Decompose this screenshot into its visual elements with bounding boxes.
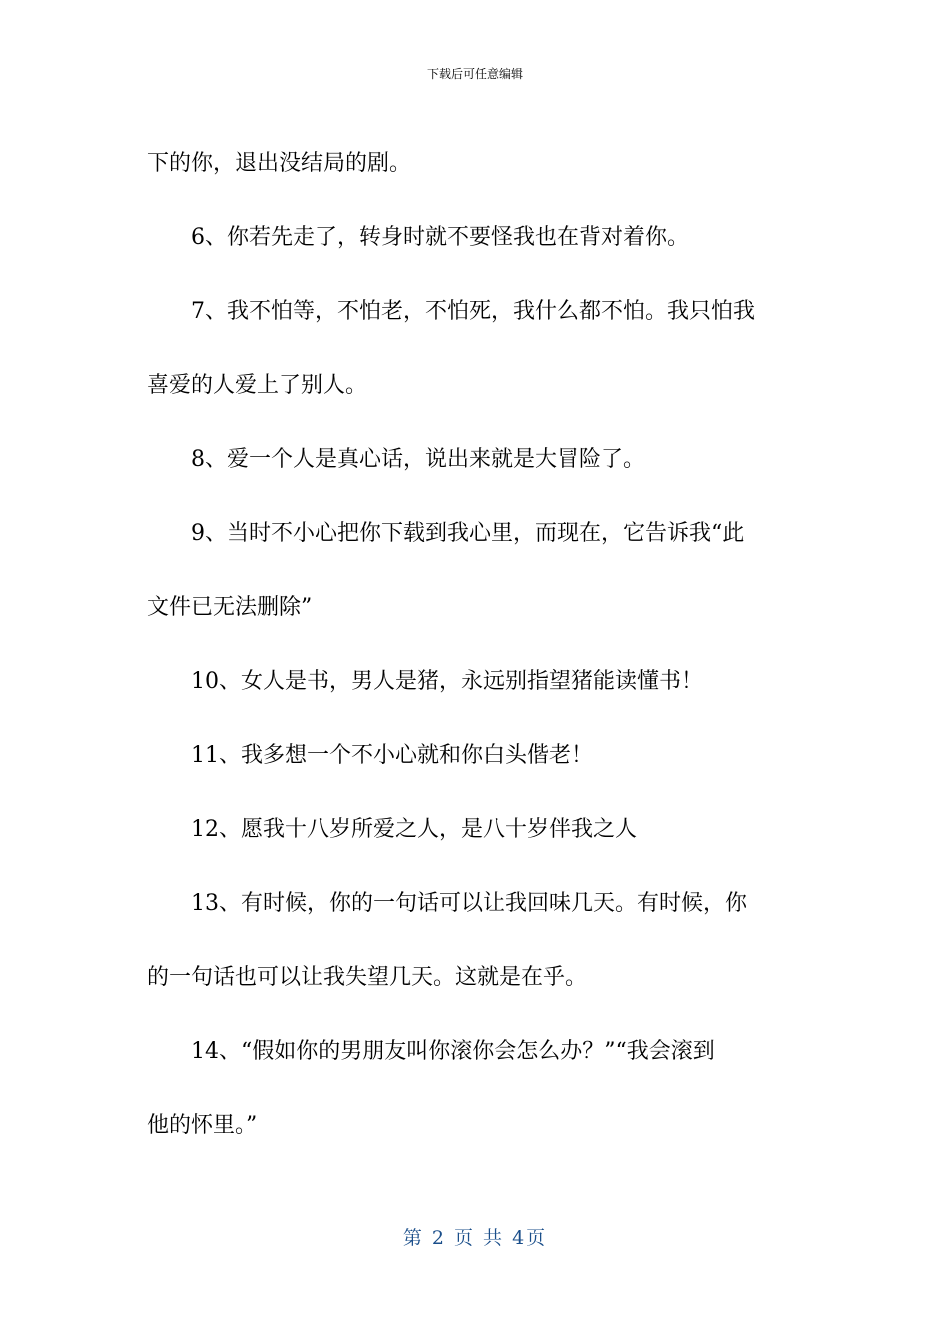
- text-line: 12、愿我十八岁所爱之人，是八十岁伴我之人: [191, 817, 637, 842]
- text-line: 的一句话也可以让我失望几天。这就是在乎。: [147, 965, 588, 990]
- text-line: 8、爱一个人是真心话，说出来就是大冒险了。: [191, 447, 645, 472]
- text-line: 10、女人是书，男人是猪，永远别指望猪能读懂书！: [191, 669, 703, 694]
- document-body: [147, 127, 809, 1163]
- text-line: 14、“假如你的男朋友叫你滚你会怎么办？”“我会滚到: [191, 1039, 715, 1064]
- text-line: 喜爱的人爱上了别人。: [147, 373, 368, 398]
- text-line: 文件已无法删除”: [147, 595, 313, 620]
- text-line: 9、当时不小心把你下载到我心里，而现在，它告诉我“此: [191, 521, 745, 546]
- text-line: 13、有时候，你的一句话可以让我回味几天。有时候，你: [191, 891, 747, 916]
- text-line: 7、我不怕等，不怕老，不怕死，我什么都不怕。我只怕我: [191, 299, 755, 324]
- text-line: 11、我多想一个不小心就和你白头偕老！: [191, 743, 593, 768]
- text-line: 他的怀里。”: [147, 1113, 258, 1138]
- page-header: 下载后可任意编辑: [426, 67, 523, 81]
- text-line: 下的你，退出没结局的剧。: [147, 151, 412, 176]
- page-footer: 第 2 页 共 4页: [402, 1227, 548, 1249]
- text-line: 6、你若先走了，转身时就不要怪我也在背对着你。: [191, 225, 689, 250]
